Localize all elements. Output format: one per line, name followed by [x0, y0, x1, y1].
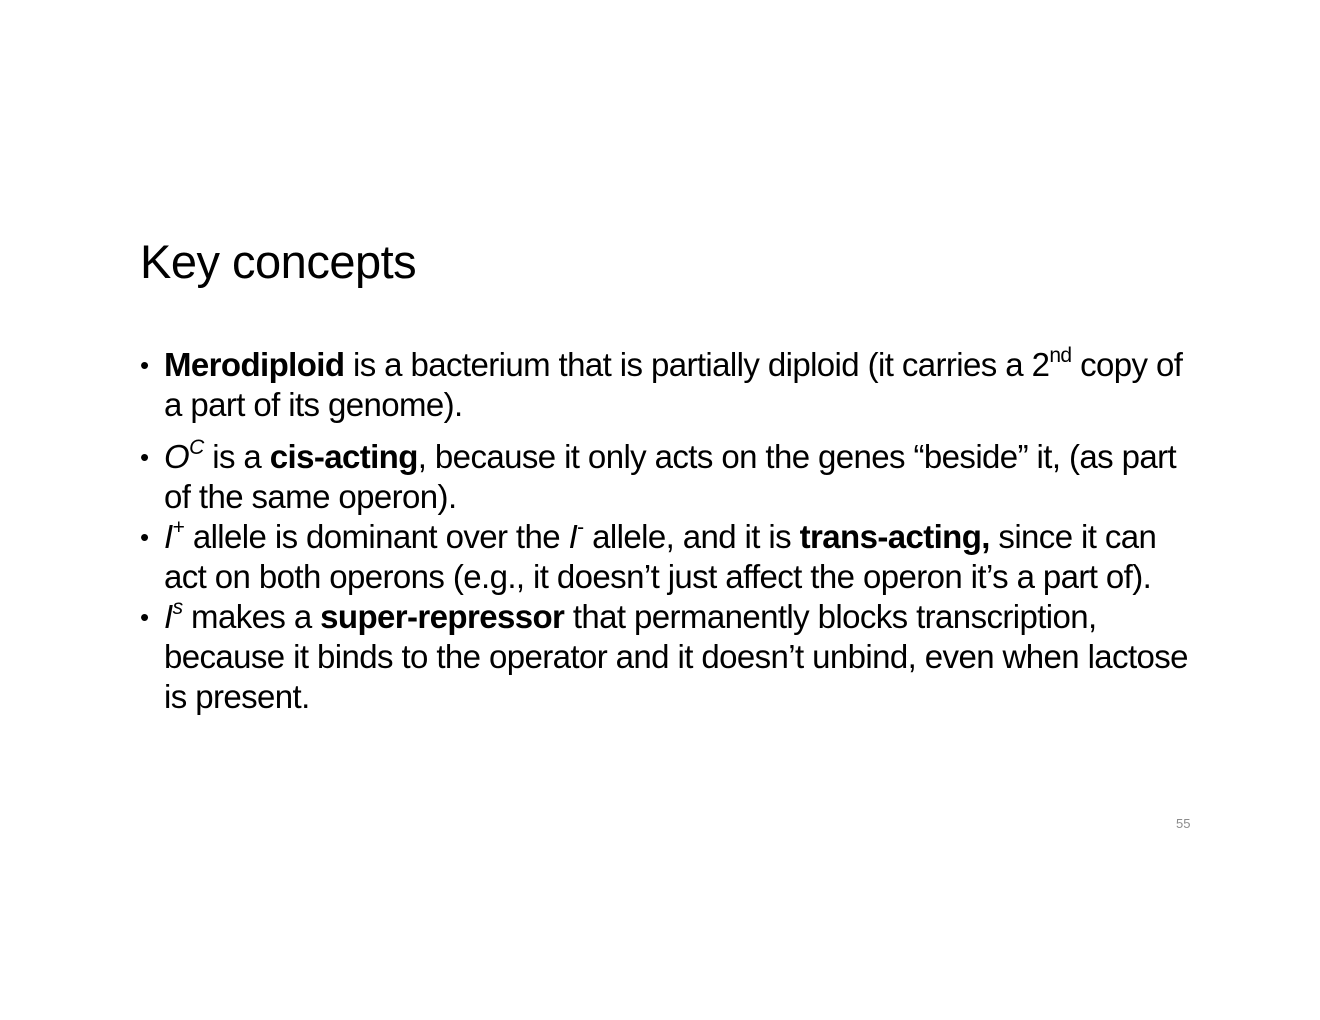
term-trans-acting: trans-acting, [799, 518, 990, 555]
bullet-icon: • [140, 442, 149, 472]
bullet-is-super-repressor [140, 597, 1200, 717]
bullet-text: is a [203, 438, 270, 475]
bullet-text: copy of a part of its genome). [164, 346, 1183, 423]
bullet-text: is a bacterium that is partially diploid (it carries a 2 [344, 346, 1050, 383]
bullet-icon: • [140, 350, 149, 380]
bullet-icon: • [140, 522, 149, 552]
bullet-oc-cis-acting [140, 437, 1200, 517]
bullet-text: since it can act on both operons (e.g., it doesn’t just affect the operon it’s a part of). [164, 518, 1157, 595]
bullet-text: makes a [182, 598, 321, 635]
bullet-icon: • [140, 602, 149, 632]
term-merodiploid: Merodiploid [164, 346, 345, 383]
term-super-repressor: super-repressor [320, 598, 565, 635]
bullet-text: , because it only acts on the genes “beside” it, (as part of the same operon). [164, 438, 1177, 515]
symbol-o: O [164, 438, 190, 475]
superscript: - [577, 516, 584, 539]
superscript: + [172, 516, 185, 539]
symbol-i: I [164, 598, 173, 635]
bullet-list [140, 345, 1200, 717]
bullet-text: allele, and it is [583, 518, 800, 555]
page-number: 55 [1176, 816, 1191, 831]
symbol-i: I [568, 518, 578, 555]
bullet-i-plus-trans-acting [140, 517, 1200, 597]
slide-title: Key concepts [140, 235, 417, 288]
bullet-merodiploid [140, 345, 1200, 425]
superscript: C [189, 436, 204, 459]
superscript: s [172, 596, 183, 619]
term-cis-acting: cis-acting [269, 438, 418, 475]
bullet-text: that permanently blocks transcription, because it binds to the operator and it doesn’t unbind, even when lactose is present. [164, 598, 1188, 715]
superscript: nd [1049, 344, 1072, 367]
symbol-i: I [164, 518, 173, 555]
bullet-text: allele is dominant over the [184, 518, 569, 555]
